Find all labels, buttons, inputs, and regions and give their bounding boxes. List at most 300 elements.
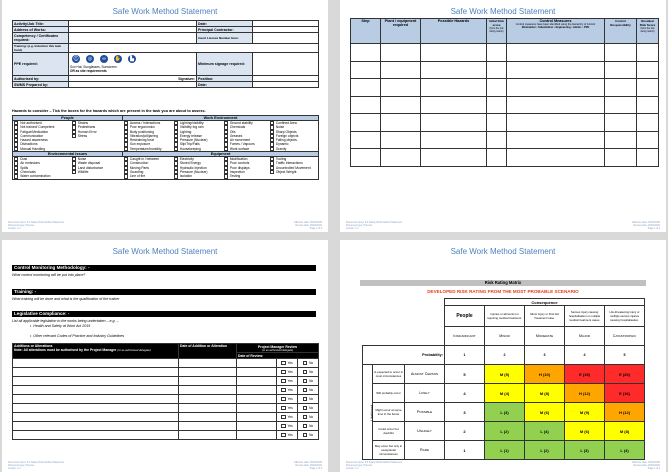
hazard-label: Lighting xyxy=(179,129,192,134)
probability-name: Unlikely xyxy=(405,422,445,441)
alteration-cell[interactable] xyxy=(237,377,277,386)
risk-cell: L (4) xyxy=(525,422,565,441)
no-checkbox[interactable] xyxy=(303,370,307,374)
ear-muffs-icon[interactable]: ◎ xyxy=(87,56,93,62)
yes-checkbox[interactable] xyxy=(281,424,285,428)
hazard-label: Sharp Objects xyxy=(275,129,297,134)
table-cell[interactable] xyxy=(637,149,659,167)
risk-row xyxy=(363,384,645,403)
no-label: No xyxy=(309,405,314,410)
alteration-cell[interactable] xyxy=(179,368,237,377)
table-cell[interactable] xyxy=(605,114,637,132)
hazard-checkbox[interactable] xyxy=(124,147,128,151)
alteration-row xyxy=(13,431,319,440)
hazard-checkbox[interactable] xyxy=(14,174,18,178)
table-cell[interactable] xyxy=(487,61,507,79)
environmental-issues-header: Environmental Issues xyxy=(13,152,123,157)
hazard-label: Not trained/ Competent xyxy=(20,125,55,130)
alteration-cell[interactable] xyxy=(237,404,277,413)
risk-cell: H (10) xyxy=(525,365,565,384)
table-cell[interactable] xyxy=(637,96,659,114)
page-4 xyxy=(340,240,666,472)
table-cell[interactable] xyxy=(381,96,421,114)
probability-name: Rare xyxy=(405,441,445,460)
page-2 xyxy=(340,0,666,232)
page-footer xyxy=(8,461,322,470)
yes-label: Yes xyxy=(287,405,293,410)
ppe-note-2: OR as site requirements xyxy=(70,69,107,73)
control-measures-label: Control Measures xyxy=(539,19,572,23)
table-cell[interactable] xyxy=(605,96,637,114)
risk-row xyxy=(363,365,645,384)
hazard-label: Stored Energy xyxy=(179,161,201,166)
alteration-cell[interactable] xyxy=(237,422,277,431)
hazard-label: Communication xyxy=(20,133,44,138)
hazard-label: Spills xyxy=(20,165,29,170)
alteration-cell[interactable] xyxy=(237,359,277,368)
hard-hat-icon[interactable]: ⛑ xyxy=(72,56,80,62)
hazard-item[interactable] xyxy=(270,170,318,174)
no-checkbox-cell[interactable] xyxy=(298,386,319,395)
table-row xyxy=(351,96,659,114)
hazard-label: Slip/Trip/Falls xyxy=(179,142,200,147)
risk-cell: L (2) xyxy=(485,422,525,441)
table-row xyxy=(351,79,659,97)
table-cell[interactable] xyxy=(421,79,487,97)
risk-cell: M (4) xyxy=(485,384,525,403)
risk-cell: M (8) xyxy=(525,384,565,403)
alteration-row xyxy=(13,386,319,395)
consequence-name: Moderate xyxy=(525,327,565,346)
responsibility-header: Control Responsibility xyxy=(605,19,637,44)
risk-cell: L (4) xyxy=(605,441,645,460)
hazard-label: Land disturbance xyxy=(77,165,104,170)
yes-label: Yes xyxy=(287,423,293,428)
licence-field[interactable] xyxy=(253,33,319,44)
table-cell[interactable] xyxy=(507,61,605,79)
hazard-label: Energy release xyxy=(179,133,202,138)
hazard-item[interactable] xyxy=(224,174,268,178)
table-cell[interactable] xyxy=(507,131,605,149)
date-label: Date: xyxy=(197,21,253,27)
yes-checkbox-cell[interactable] xyxy=(277,404,298,413)
alteration-cell[interactable] xyxy=(237,368,277,377)
alterations-note: Note: All alterations must be authorised by the Project Manager xyxy=(14,348,117,352)
no-checkbox-cell[interactable] xyxy=(298,368,319,377)
hazards-heading: Hazards to consider – Tick the boxes for the hazards which are present in the task you are about to assess. xyxy=(12,109,206,113)
table-cell[interactable] xyxy=(637,131,659,149)
table-cell[interactable] xyxy=(421,96,487,114)
footer-right-2: Review date: 26/02/2022 xyxy=(295,224,322,227)
hazard-item[interactable] xyxy=(174,174,222,178)
job-details-table xyxy=(12,20,319,88)
licence-label: Insert Licence Number Here: xyxy=(197,33,253,44)
hazard-label: Chemicals xyxy=(229,125,246,130)
hazard-label: Poor controls xyxy=(229,161,250,166)
no-checkbox-cell[interactable] xyxy=(298,395,319,404)
hazard-label: Ground stability xyxy=(229,121,253,126)
swms-prepared-field[interactable] xyxy=(69,82,197,88)
probability-name: Almost Certain xyxy=(405,365,445,384)
hazard-label: Wildlife xyxy=(77,170,89,174)
hazard-label: Tooling xyxy=(275,157,287,162)
no-checkbox-cell[interactable] xyxy=(298,377,319,386)
table-cell[interactable] xyxy=(421,44,487,62)
risk-cell: M (6) xyxy=(565,422,605,441)
table-cell[interactable] xyxy=(487,44,507,62)
no-checkbox-cell[interactable] xyxy=(298,413,319,422)
table-cell[interactable] xyxy=(637,61,659,79)
footer-left-3: Version: 1.1 xyxy=(8,227,21,230)
table-cell[interactable] xyxy=(351,61,381,79)
alteration-row xyxy=(13,395,319,404)
no-label: No xyxy=(309,414,314,419)
hazard-checkbox[interactable] xyxy=(270,170,274,174)
safety-glasses-icon[interactable]: ∞ xyxy=(100,55,108,63)
table-cell[interactable] xyxy=(605,149,637,167)
risk-cell: L (1) xyxy=(485,441,525,460)
footer-right-1: Effective date: 26/02/2020 xyxy=(632,221,660,224)
hazard-label: Restraining heat xyxy=(129,138,154,143)
hazard-item[interactable] xyxy=(72,170,122,174)
table-cell[interactable] xyxy=(351,149,381,167)
hazard-label: Construction xyxy=(129,161,149,166)
hazard-label: Access / Interactions xyxy=(129,121,161,126)
yes-checkbox-cell[interactable] xyxy=(277,431,298,440)
footer-right-3: Page 1 of 3 xyxy=(309,467,322,470)
yes-checkbox-cell[interactable] xyxy=(277,395,298,404)
table-cell[interactable] xyxy=(351,131,381,149)
people-header: People xyxy=(13,116,123,121)
yes-checkbox[interactable] xyxy=(281,406,285,410)
hazard-label: Poor displays xyxy=(229,165,250,170)
yes-checkbox-cell[interactable] xyxy=(277,368,298,377)
table-cell[interactable] xyxy=(637,79,659,97)
hazard-label: Sun exposure xyxy=(129,142,151,147)
no-checkbox[interactable] xyxy=(303,379,307,383)
table-row xyxy=(351,61,659,79)
consequence-num: 5 xyxy=(605,346,645,365)
hazard-checkbox[interactable] xyxy=(14,147,18,151)
alteration-cell[interactable] xyxy=(13,422,179,431)
page-1 xyxy=(2,0,328,232)
yes-label: Yes xyxy=(287,360,293,365)
hazard-checkbox[interactable] xyxy=(224,147,228,151)
no-label: No xyxy=(309,432,314,437)
footer-left-1: Document name: 9.2 Safety Work Method Statement xyxy=(346,461,403,464)
yes-label: Yes xyxy=(287,396,293,401)
legislative-note: List all applicable legislation to the works being undertaken – e.g. – xyxy=(12,319,119,323)
hazard-label: Electricity xyxy=(179,157,194,162)
hazard-item[interactable] xyxy=(14,174,70,178)
initial-risk-header xyxy=(487,19,507,44)
alteration-cell[interactable] xyxy=(237,395,277,404)
swms-date-field[interactable] xyxy=(253,82,319,88)
page-title: Safe Work Method Statement xyxy=(112,7,218,16)
hazard-label: Body positioning xyxy=(129,129,155,134)
hazard-label: Human Error xyxy=(77,129,97,134)
hazard-label: Air emissions xyxy=(20,161,40,166)
hazard-label: Manual Handling xyxy=(20,146,46,151)
risk-row xyxy=(363,441,645,460)
page-title: Safe Work Method Statement xyxy=(112,247,218,256)
table-cell[interactable] xyxy=(605,44,637,62)
alteration-row xyxy=(13,368,319,377)
table-cell[interactable] xyxy=(381,61,421,79)
table-cell[interactable] xyxy=(487,96,507,114)
address-label: Address of Works: xyxy=(13,27,69,33)
page-footer xyxy=(346,221,660,230)
min-signage-field[interactable] xyxy=(253,53,319,76)
table-cell[interactable] xyxy=(507,149,605,167)
residual-risk-label: Residual Risk Score xyxy=(639,19,656,27)
hazard-label: Poor ergonomics xyxy=(129,125,155,130)
yes-checkbox[interactable] xyxy=(281,433,285,437)
hazard-label: Distractions xyxy=(20,142,38,147)
alteration-cell[interactable] xyxy=(179,395,237,404)
initial-risk-sub: (from the risk rating matrix) xyxy=(489,27,504,33)
alteration-cell[interactable] xyxy=(237,386,277,395)
control-measures-header xyxy=(507,19,605,44)
page-footer xyxy=(346,461,660,470)
consequence-desc: Injuries or ailments not requiring medical treatment. xyxy=(485,306,525,327)
safety-boots-icon[interactable]: ▙ xyxy=(128,55,136,63)
alteration-cell[interactable] xyxy=(179,422,237,431)
yes-checkbox[interactable] xyxy=(281,415,285,419)
initial-risk-label: Initial Risk score xyxy=(488,19,504,27)
table-cell[interactable] xyxy=(381,114,421,132)
principal-contractor-label: Principal Contractor: xyxy=(197,27,253,33)
alteration-cell[interactable] xyxy=(13,413,179,422)
competency-field[interactable] xyxy=(69,33,197,44)
footer-left-2: Document type: Process xyxy=(8,224,35,227)
consequence-num: 2 xyxy=(485,346,525,365)
min-signage-label: Minimum signage required: xyxy=(197,53,253,76)
hazard-label: Modification xyxy=(229,157,248,162)
no-checkbox-cell[interactable] xyxy=(298,431,319,440)
hazard-label: Moving Parts xyxy=(129,165,150,170)
hazard-label: Hazard awareness xyxy=(20,138,48,143)
footer-right-3: Page 1 of 3 xyxy=(309,227,322,230)
risk-matrix-subtitle: DEVELOPED RISK RATING FROM THE MOST PROBABLE SCENARIO xyxy=(427,289,579,294)
hazard-label: Object Weight xyxy=(275,170,297,174)
alteration-cell[interactable] xyxy=(13,395,179,404)
alterations-note-italic: (or as authorised delegate) xyxy=(117,348,151,352)
hazard-label: Oils xyxy=(229,129,236,134)
yes-checkbox[interactable] xyxy=(281,361,285,365)
hazard-item[interactable] xyxy=(14,147,70,151)
no-checkbox[interactable] xyxy=(303,388,307,392)
table-cell[interactable] xyxy=(421,114,487,132)
hazard-item[interactable] xyxy=(270,147,318,151)
signature-label: Signature: xyxy=(178,76,195,81)
table-cell[interactable] xyxy=(487,131,507,149)
table-cell[interactable] xyxy=(381,149,421,167)
alteration-cell[interactable] xyxy=(13,359,179,368)
legislative-heading: Legislative Compliance: - xyxy=(12,311,316,317)
risk-cell: M (6) xyxy=(525,403,565,422)
hazard-item[interactable] xyxy=(124,147,172,151)
alteration-row xyxy=(13,359,319,368)
yes-checkbox[interactable] xyxy=(281,397,285,401)
yes-label: Yes xyxy=(287,432,293,437)
no-checkbox[interactable] xyxy=(303,415,307,419)
footer-left-2: Document type: Process xyxy=(8,464,35,467)
table-cell[interactable] xyxy=(351,79,381,97)
table-cell[interactable] xyxy=(637,44,659,62)
consequence-name: Catastrophic xyxy=(605,327,645,346)
table-cell[interactable] xyxy=(507,114,605,132)
alterations-table xyxy=(12,343,319,440)
yes-checkbox-cell[interactable] xyxy=(277,386,298,395)
alteration-cell[interactable] xyxy=(237,431,277,440)
no-checkbox[interactable] xyxy=(303,406,307,410)
footer-right-1: Effective date: 26/02/2020 xyxy=(294,461,322,464)
hazard-label: Noise xyxy=(275,125,285,130)
yes-checkbox[interactable] xyxy=(281,388,285,392)
hazard-label: Waste disposal xyxy=(77,161,101,166)
hazard-item[interactable] xyxy=(124,174,172,178)
training-field[interactable] xyxy=(69,44,319,53)
hazard-label: Work surface xyxy=(229,146,250,151)
hazard-label: Fumes / Vapours xyxy=(229,142,255,147)
hazard-checkbox[interactable] xyxy=(72,170,76,174)
alteration-cell[interactable] xyxy=(179,404,237,413)
hazard-label: Not authorised xyxy=(20,121,42,126)
table-cell[interactable] xyxy=(605,61,637,79)
no-checkbox-cell[interactable] xyxy=(298,422,319,431)
alteration-cell[interactable] xyxy=(13,377,179,386)
yes-checkbox-cell[interactable] xyxy=(277,413,298,422)
hazard-label: Inspection xyxy=(229,170,245,174)
table-row xyxy=(351,149,659,167)
hazard-label: Temperature/humidity xyxy=(129,146,162,151)
table-cell[interactable] xyxy=(421,61,487,79)
hazard-label: Pressure (Nuclear) xyxy=(179,170,208,174)
control-measures-sub: Control measures have been identified using the Hierarchy of Control xyxy=(515,23,596,26)
hazard-checkbox[interactable] xyxy=(174,147,178,151)
table-cell[interactable] xyxy=(421,149,487,167)
consequence-name: Minor xyxy=(485,327,525,346)
table-cell[interactable] xyxy=(487,79,507,97)
table-cell[interactable] xyxy=(351,114,381,132)
plant-header: Plant / equipment required xyxy=(381,19,421,44)
hazard-label: Isolation xyxy=(179,174,193,179)
page-title: Safe Work Method Statement xyxy=(450,7,556,16)
hazard-label: Air movement xyxy=(229,138,251,143)
activity-title-label: Activity/Job Title: xyxy=(13,21,69,27)
alteration-cell[interactable] xyxy=(13,368,179,377)
hazard-label: Vibration/jolt/jarring xyxy=(129,133,158,138)
table-cell[interactable] xyxy=(637,114,659,132)
authorised-by-label: Authorised by: xyxy=(13,76,69,82)
hazard-item[interactable] xyxy=(72,134,122,138)
table-cell[interactable] xyxy=(381,44,421,62)
control-hierarchy: Elimination • Substitution • Engineering • Admin. • PPE xyxy=(521,26,590,29)
probability-desc: Is expected to occur in most circumstances xyxy=(373,365,405,384)
no-checkbox-cell[interactable] xyxy=(298,359,319,368)
gloves-icon[interactable]: ✋ xyxy=(114,56,122,62)
no-checkbox[interactable] xyxy=(303,361,307,365)
hazard-label: Chemicals xyxy=(20,170,36,174)
footer-left-2: Document type: Process xyxy=(346,464,373,467)
risk-cell: L (3) xyxy=(565,441,605,460)
table-cell[interactable] xyxy=(421,131,487,149)
yes-checkbox-cell[interactable] xyxy=(277,359,298,368)
yes-checkbox[interactable] xyxy=(281,379,285,383)
alteration-cell[interactable] xyxy=(179,431,237,440)
table-cell[interactable] xyxy=(507,44,605,62)
table-cell[interactable] xyxy=(487,149,507,167)
risk-cell: H (12) xyxy=(605,403,645,422)
table-cell[interactable] xyxy=(381,79,421,97)
table-cell[interactable] xyxy=(507,96,605,114)
no-checkbox-cell[interactable] xyxy=(298,404,319,413)
table-cell[interactable] xyxy=(381,131,421,149)
hazard-label: Dust xyxy=(20,157,28,162)
hazard-item[interactable] xyxy=(224,147,268,151)
yes-checkbox-cell[interactable] xyxy=(277,422,298,431)
risk-cell: E (20) xyxy=(605,365,645,384)
no-checkbox[interactable] xyxy=(303,424,307,428)
hazard-label: Lighting/visibility xyxy=(179,121,204,126)
hazard-checkbox[interactable] xyxy=(124,174,128,178)
alteration-cell[interactable] xyxy=(13,386,179,395)
legislation-bullet-2: • Other relevant Codes of Practice and Industry Guidelines xyxy=(30,334,125,338)
probability-num: 1 xyxy=(445,441,485,460)
hazard-checkbox[interactable] xyxy=(224,174,228,178)
risk-matrix-title: Risk Rating Matrix xyxy=(360,280,646,286)
legislation-item: Other relevant Codes of Practice and Industry Guidelines xyxy=(33,334,125,338)
hazard-label: Confined Area xyxy=(275,121,297,126)
alterations-header: Additions or Alterations xyxy=(14,344,53,348)
no-checkbox[interactable] xyxy=(303,433,307,437)
hazard-label: Gravity xyxy=(275,146,287,151)
hazard-label: Stress xyxy=(77,133,88,138)
hazard-label: Traffic Interactions xyxy=(275,161,303,166)
hazard-checkbox[interactable] xyxy=(174,174,178,178)
table-cell[interactable] xyxy=(351,96,381,114)
alteration-row xyxy=(13,413,319,422)
table-cell[interactable] xyxy=(605,79,637,97)
hazard-checkbox[interactable] xyxy=(72,134,76,138)
hazard-label: Foreign objects xyxy=(275,133,299,138)
alteration-cell[interactable] xyxy=(179,359,237,368)
alteration-cell[interactable] xyxy=(179,413,237,422)
table-cell[interactable] xyxy=(507,79,605,97)
no-checkbox[interactable] xyxy=(303,397,307,401)
hazards-table xyxy=(12,115,319,180)
alteration-cell[interactable] xyxy=(179,386,237,395)
likelihood-axis xyxy=(363,365,373,460)
alteration-cell[interactable] xyxy=(13,404,179,413)
yes-checkbox-cell[interactable] xyxy=(277,377,298,386)
training-heading: Training: - xyxy=(12,289,316,295)
legislation-bullet-1: • Health and Safety at Work Act 2015 xyxy=(30,324,91,328)
alteration-cell[interactable] xyxy=(237,413,277,422)
table-cell[interactable] xyxy=(605,131,637,149)
footer-right-2: Review date: 26/02/2022 xyxy=(295,464,322,467)
yes-checkbox[interactable] xyxy=(281,370,285,374)
consequence-num: 4 xyxy=(565,346,605,365)
hazard-checkbox[interactable] xyxy=(270,147,274,151)
table-cell[interactable] xyxy=(487,114,507,132)
alteration-cell[interactable] xyxy=(13,431,179,440)
alteration-cell[interactable] xyxy=(179,377,237,386)
hazard-item[interactable] xyxy=(174,147,222,151)
table-cell[interactable] xyxy=(351,44,381,62)
training-label: Training: (e.g. Induction this task Card) xyxy=(13,44,69,53)
